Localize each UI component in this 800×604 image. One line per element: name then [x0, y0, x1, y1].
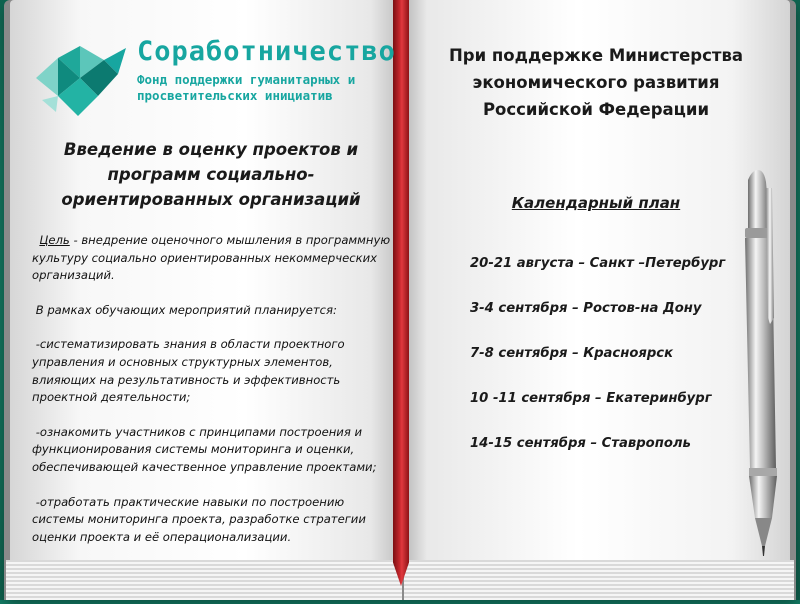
right-page-edges: [404, 560, 794, 600]
intro-text: В рамках обучающих мероприятий планируется:: [35, 302, 337, 317]
plan-item-3-text: -отработать практические навыки по построению системы мониторинга проекта, разработке стратегии оценки проекта и её операционализации.: [32, 494, 366, 544]
goal-text: - внедрение оценочного мышления в программную культуру социально ориентированных некоммерческих организаций.: [32, 233, 391, 283]
schedule-item: 20-21 августа – Санкт –Петербург: [470, 256, 726, 271]
plan-item-1-text: -систематизировать знания в области проектного управления и основных структурных элементов, влияющих на результативность и эффективность проектной деятельности;: [32, 337, 345, 405]
course-title: Введение в оценку проектов и программ социально-ориентированных организаций: [61, 140, 361, 209]
plan-item-2: [32, 424, 392, 477]
schedule-item: 3-4 сентября – Ростов-на Дону: [470, 301, 702, 316]
brand-subtitle: Фонд поддержки гуманитарных и просветительских инициатив: [137, 72, 356, 103]
ballpoint-pen-icon: [728, 168, 788, 558]
sponsor-header: При поддержке Министерства экономического развития Российской Федерации: [448, 46, 744, 119]
plan-item-1: [32, 336, 392, 406]
schedule-item: 7-8 сентября – Красноярск: [470, 346, 674, 361]
schedule-list: [470, 254, 725, 479]
schedule-item: 14-15 сентября – Ставрополь: [470, 436, 691, 451]
schedule-item: 10 -11 сентября – Екатеринбург: [470, 391, 712, 406]
brand-title: Соработничество: [137, 36, 396, 67]
left-page-edges: [6, 560, 402, 600]
intro-paragraph: [32, 302, 392, 320]
course-description: [32, 232, 392, 546]
goal-label: Цель: [39, 233, 70, 247]
plan-item-3: [32, 494, 392, 547]
plan-item-2-text: -ознакомить участников с принципами построения и функционирования системы мониторинга и оценки, обеспечивающей качественное управление проектами;: [32, 424, 377, 474]
origami-bird-logo-icon: [28, 38, 132, 120]
goal-paragraph: [32, 232, 392, 285]
calendar-title: Календарный план: [511, 194, 681, 212]
